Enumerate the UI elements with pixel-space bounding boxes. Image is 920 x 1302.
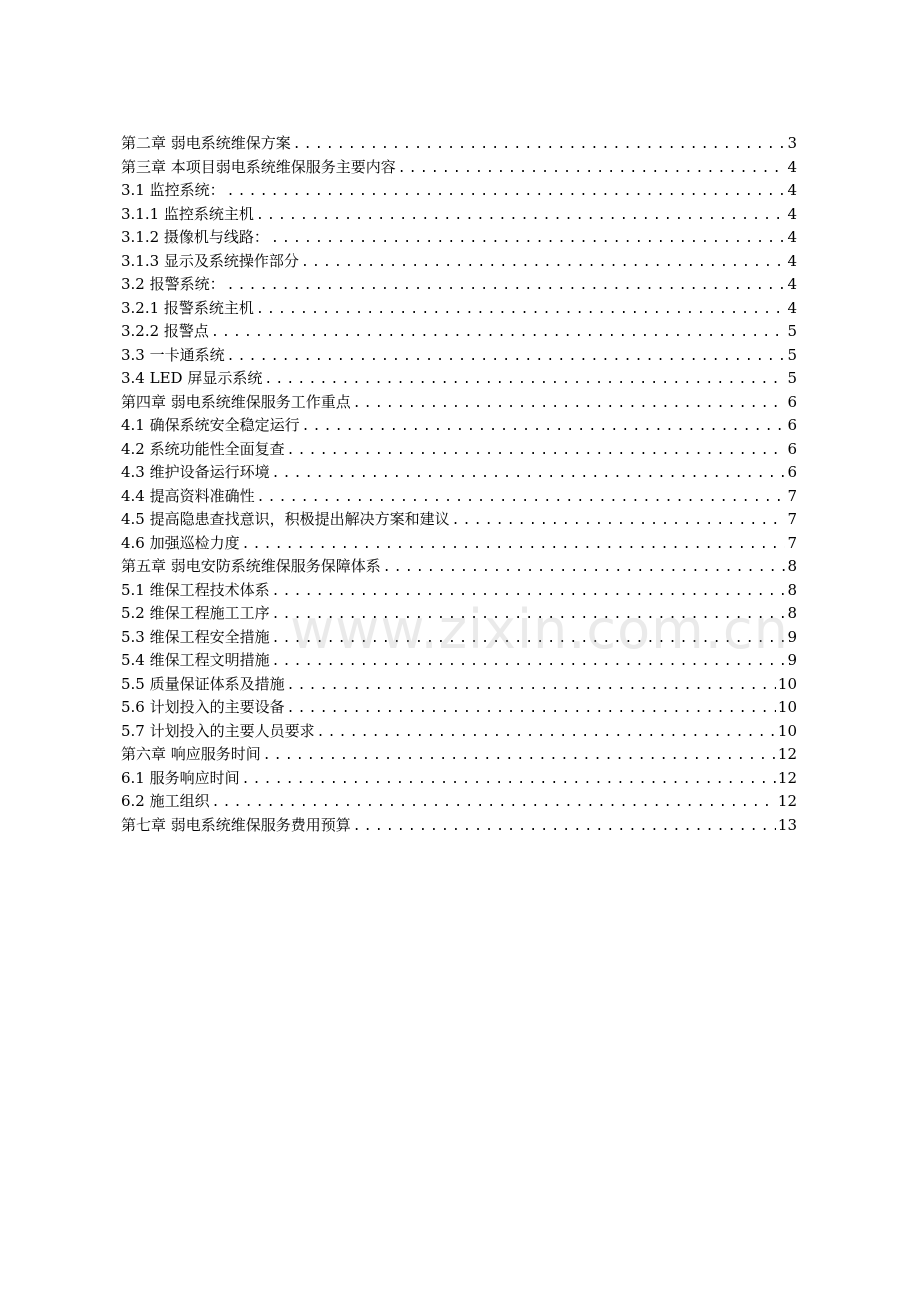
toc-entry-title: 第五章 弱电安防系统维保服务保障体系 — [121, 557, 381, 575]
toc-dot-leader — [227, 274, 786, 298]
toc-entry-title: 第七章 弱电系统维保服务费用预算 — [121, 815, 351, 834]
toc-entry[interactable] — [121, 461, 797, 485]
toc-entry-title: 3.2.1 报警系统主机 — [121, 298, 254, 317]
toc-entry-title: 3.2.2 报警点 — [121, 322, 209, 340]
toc-dot-leader — [287, 439, 786, 463]
toc-entry-page-number: 6 — [787, 463, 797, 481]
toc-entry-page-number: 4 — [787, 228, 797, 246]
toc-entry[interactable] — [121, 814, 797, 838]
toc-entry[interactable] — [121, 579, 797, 603]
toc-entry-page-number: 4 — [787, 204, 797, 223]
toc-entry[interactable] — [121, 720, 797, 744]
toc-entry-title: 3.2 报警系统： — [121, 275, 225, 293]
toc-entry-page-number: 10 — [777, 674, 797, 693]
toc-entry-page-number: 13 — [777, 815, 797, 834]
toc-dot-leader — [227, 180, 786, 204]
toc-dot-leader — [302, 415, 786, 439]
table-of-contents — [121, 132, 797, 837]
toc-entry-title: 4.4 提高资料准确性 — [121, 486, 255, 505]
toc-entry-title: 4.6 加强巡检力度 — [121, 533, 240, 552]
toc-dot-leader — [263, 744, 776, 768]
toc-dot-leader — [256, 298, 786, 322]
toc-dot-leader — [272, 627, 786, 651]
toc-entry[interactable] — [121, 250, 797, 274]
toc-dot-leader — [257, 486, 786, 510]
toc-dot-leader — [272, 650, 786, 674]
toc-entry-page-number: 6 — [787, 392, 797, 411]
toc-dot-leader — [272, 580, 786, 604]
toc-entry[interactable] — [121, 132, 797, 156]
toc-entry-page-number: 10 — [777, 721, 797, 740]
toc-entry-title: 第三章 本项目弱电系统维保服务主要内容 — [121, 157, 396, 176]
toc-entry-title: 4.5 提高隐患查找意识，积极提出解决方案和建议 — [121, 510, 450, 528]
toc-entry-title: 5.2 维保工程施工工序 — [121, 604, 270, 622]
toc-entry-title: 5.5 质量保证体系及措施 — [121, 674, 285, 693]
toc-entry-title: 4.2 系统功能性全面复查 — [121, 439, 285, 458]
toc-entry-title: 5.3 维保工程安全措施 — [121, 627, 270, 646]
toc-dot-leader — [271, 227, 786, 251]
toc-entry-page-number: 6 — [787, 416, 797, 434]
toc-entry-title: 第六章 响应服务时间 — [121, 745, 261, 763]
toc-entry-page-number: 5 — [787, 345, 797, 364]
toc-entry-title: 5.4 维保工程文明措施 — [121, 651, 270, 669]
toc-dot-leader — [242, 768, 776, 792]
toc-entry[interactable] — [121, 532, 797, 556]
toc-dot-leader — [212, 791, 776, 815]
toc-entry-title: 3.4 LED 屏显示系统 — [121, 369, 263, 387]
toc-entry-page-number: 7 — [787, 510, 797, 528]
toc-entry-page-number: 8 — [787, 580, 797, 599]
toc-entry-title: 4.1 确保系统安全稳定运行 — [121, 416, 300, 434]
toc-entry[interactable] — [121, 273, 797, 297]
toc-entry-title: 3.3 一卡通系统 — [121, 345, 225, 364]
toc-dot-leader — [256, 204, 786, 228]
toc-entry-title: 第四章 弱电系统维保服务工作重点 — [121, 392, 351, 411]
toc-entry[interactable] — [121, 320, 797, 344]
toc-entry-page-number: 12 — [777, 745, 797, 763]
toc-entry[interactable] — [121, 438, 797, 462]
toc-dot-leader — [353, 392, 786, 416]
toc-dot-leader — [227, 345, 786, 369]
toc-entry-page-number: 5 — [787, 369, 797, 387]
toc-entry-title: 5.1 维保工程技术体系 — [121, 580, 270, 599]
toc-entry-page-number: 4 — [787, 181, 797, 199]
toc-entry-page-number: 12 — [777, 768, 797, 787]
toc-entry[interactable] — [121, 508, 797, 532]
toc-entry[interactable] — [121, 767, 797, 791]
toc-dot-leader — [301, 251, 786, 275]
toc-entry-title: 3.1.2 摄像机与线路： — [121, 228, 269, 246]
toc-entry-page-number: 8 — [787, 557, 797, 575]
toc-entry-title: 5.6 计划投入的主要设备 — [121, 698, 285, 716]
toc-dot-leader — [272, 462, 786, 486]
toc-dot-leader — [211, 321, 786, 345]
toc-dot-leader — [287, 697, 776, 721]
toc-entry-page-number: 8 — [787, 604, 797, 622]
toc-entry-page-number: 3 — [787, 134, 797, 152]
toc-dot-leader — [287, 674, 776, 698]
toc-entry-page-number: 4 — [787, 157, 797, 176]
toc-entry-title: 3.1 监控系统： — [121, 181, 225, 199]
toc-entry-title: 6.1 服务响应时间 — [121, 768, 240, 787]
toc-entry-title: 6.2 施工组织 — [121, 792, 210, 810]
toc-dot-leader — [452, 509, 786, 533]
toc-entry-title: 3.1.3 显示及系统操作部分 — [121, 251, 299, 270]
toc-entry-title: 第二章 弱电系统维保方案 — [121, 134, 291, 152]
toc-entry-title: 5.7 计划投入的主要人员要求 — [121, 721, 315, 740]
toc-entry[interactable] — [121, 485, 797, 509]
toc-entry[interactable] — [121, 367, 797, 391]
watermark: www.zixin.com.cn — [290, 598, 789, 661]
toc-dot-leader — [293, 133, 786, 157]
toc-entry-page-number: 9 — [787, 651, 797, 669]
toc-entry[interactable] — [121, 297, 797, 321]
toc-dot-leader — [317, 721, 776, 745]
toc-entry[interactable] — [121, 790, 797, 814]
toc-entry[interactable] — [121, 414, 797, 438]
toc-entry[interactable] — [121, 226, 797, 250]
toc-entry-page-number: 9 — [787, 627, 797, 646]
toc-dot-leader — [383, 556, 786, 580]
toc-dot-leader — [353, 815, 776, 839]
toc-entry-page-number: 6 — [787, 439, 797, 458]
toc-entry[interactable] — [121, 156, 797, 180]
toc-entry[interactable] — [121, 626, 797, 650]
toc-entry[interactable] — [121, 179, 797, 203]
toc-entry[interactable] — [121, 391, 797, 415]
toc-entry-page-number: 12 — [777, 792, 797, 810]
toc-entry-title: 3.1.1 监控系统主机 — [121, 204, 254, 223]
toc-entry-page-number: 4 — [787, 251, 797, 270]
toc-dot-leader — [242, 533, 786, 557]
toc-entry-page-number: 4 — [787, 298, 797, 317]
toc-entry-title: 4.3 维护设备运行环境 — [121, 463, 270, 481]
toc-entry-page-number: 5 — [787, 322, 797, 340]
toc-entry[interactable] — [121, 743, 797, 767]
toc-entry-page-number: 7 — [787, 486, 797, 505]
toc-entry[interactable] — [121, 696, 797, 720]
toc-entry[interactable] — [121, 344, 797, 368]
toc-entry[interactable] — [121, 602, 797, 626]
toc-entry-page-number: 4 — [787, 275, 797, 293]
toc-dot-leader — [398, 157, 786, 181]
toc-dot-leader — [264, 368, 785, 392]
toc-entry[interactable] — [121, 203, 797, 227]
toc-entry[interactable] — [121, 649, 797, 673]
toc-dot-leader — [272, 603, 786, 627]
toc-entry-page-number: 7 — [787, 533, 797, 552]
toc-entry[interactable] — [121, 673, 797, 697]
toc-entry[interactable] — [121, 555, 797, 579]
toc-entry-page-number: 10 — [777, 698, 797, 716]
